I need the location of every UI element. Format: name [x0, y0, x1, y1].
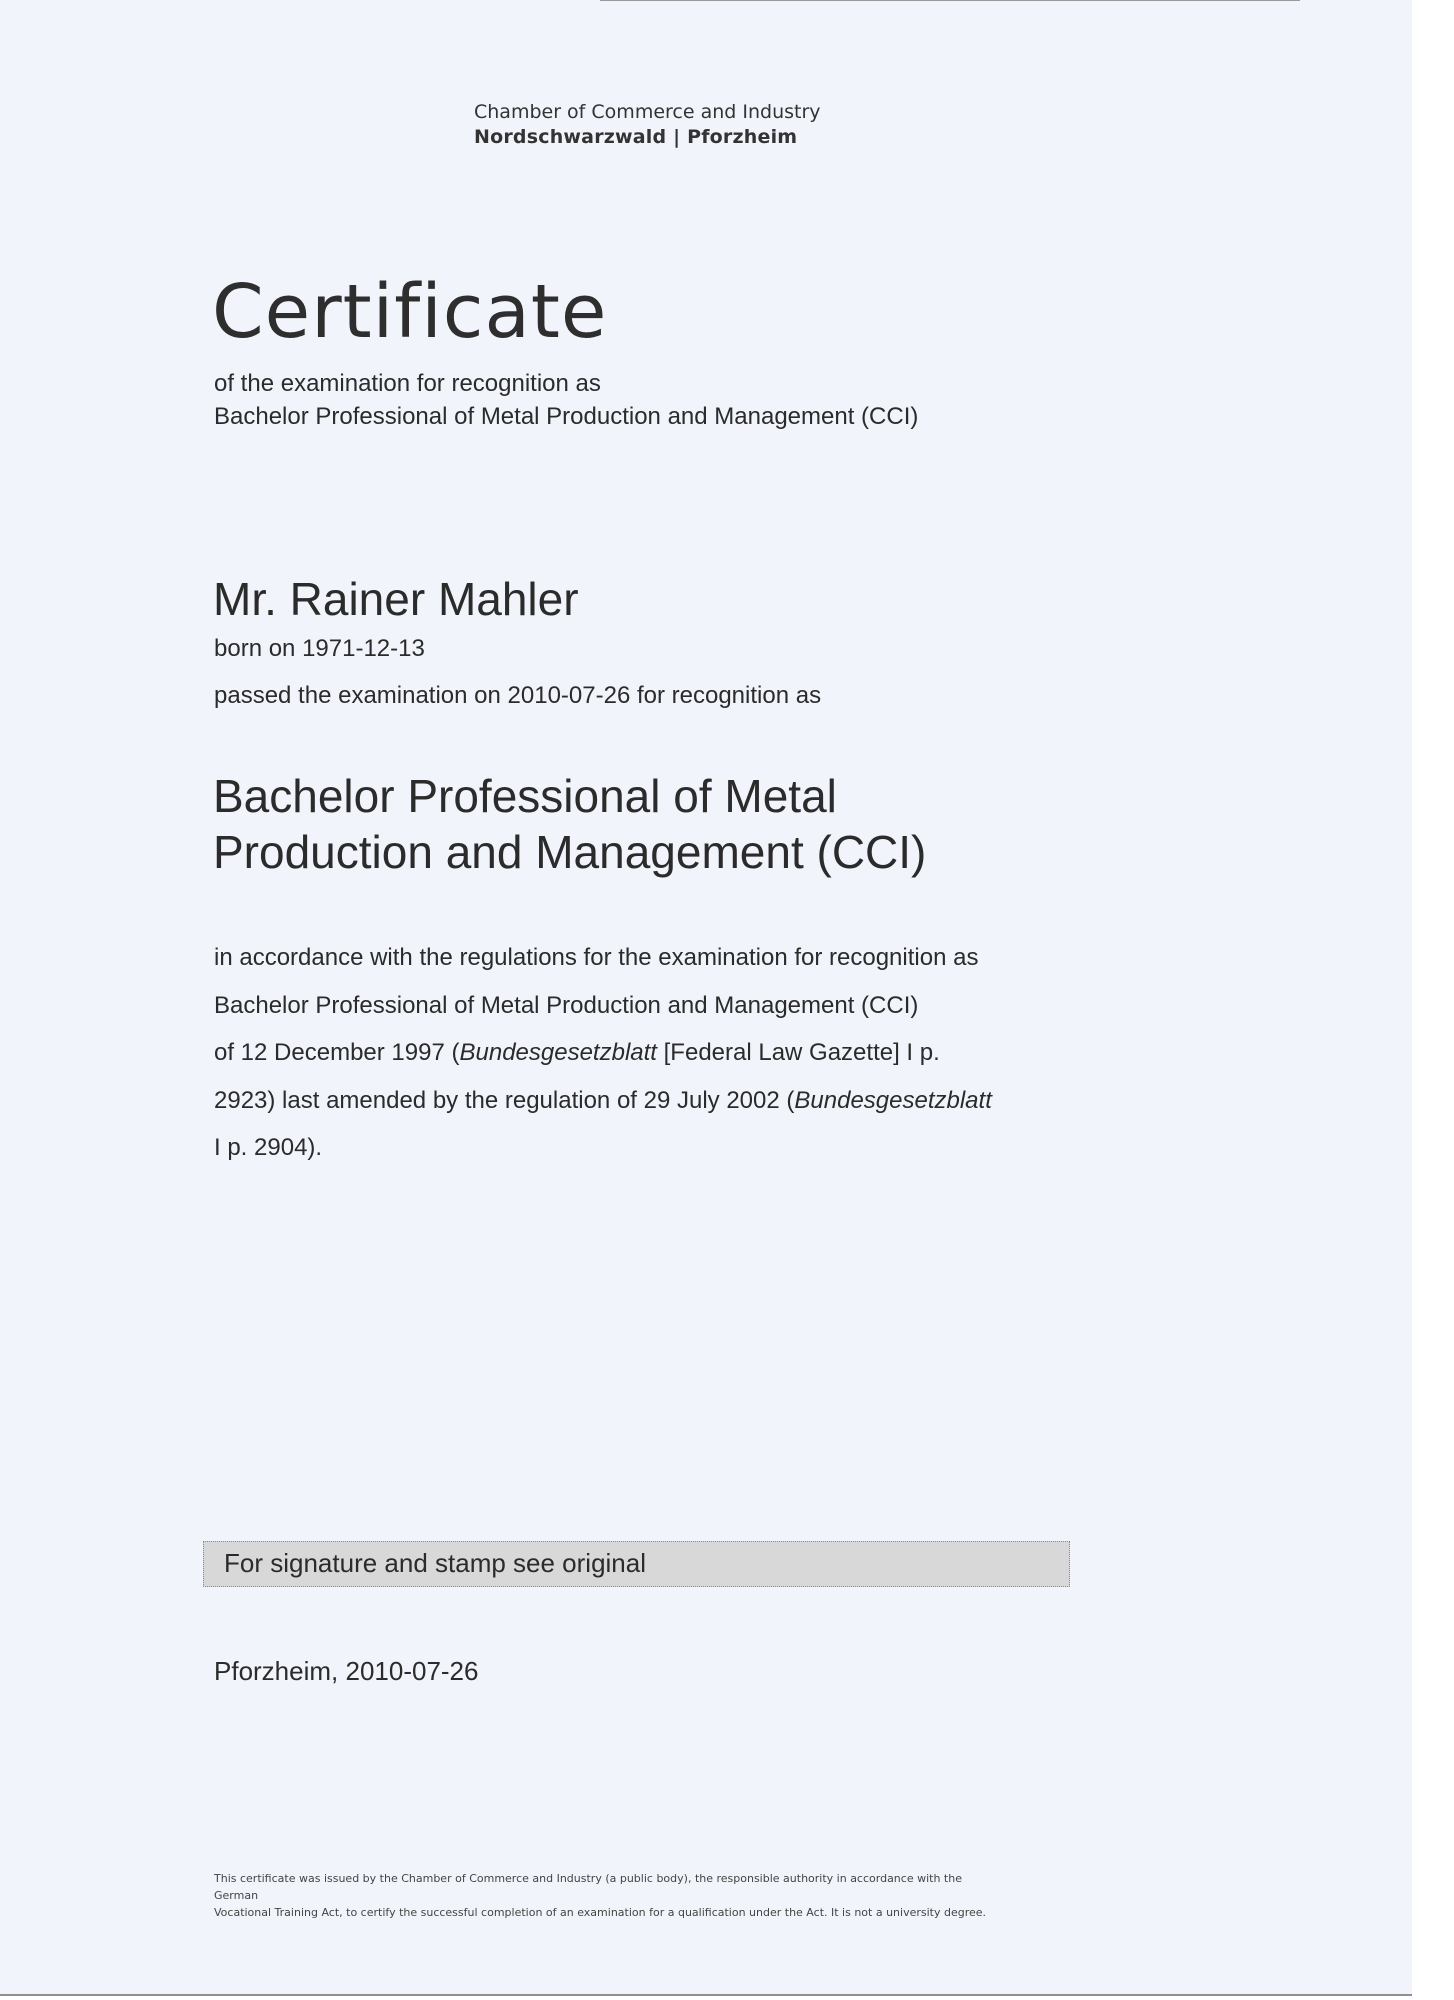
legal-footnote	[214, 1870, 1004, 1921]
regulation-line-4-a: 2923) last amended by the regulation of 29 July 2002 (	[214, 1086, 795, 1114]
subtitle-line-1: of the examination for recognition as	[214, 370, 601, 397]
regulation-text	[214, 934, 1094, 1172]
regulation-line-5: I p. 2904).	[214, 1134, 323, 1161]
regulation-line-2: Bachelor Professional of Metal Production and Management (CCI)	[214, 991, 919, 1019]
certificate-title: Certificate	[212, 269, 608, 355]
certificate-subtitle	[214, 367, 918, 433]
issuer-name: Chamber of Commerce and Industry	[474, 101, 821, 123]
regulation-line-3-a: of 12 December 1997 (	[214, 1039, 460, 1066]
gazette-name-1: Bundesgesetzblatt	[459, 1039, 657, 1066]
regulation-line-4	[214, 1077, 1094, 1125]
signature-stamp-placeholder	[203, 1541, 1070, 1587]
exam-passed-statement: passed the examination on 2010-07-26 for recognition as	[214, 682, 822, 709]
gazette-name-2: Bundesgesetzblatt	[794, 1086, 992, 1114]
recipient-name: Mr. Rainer Mahler	[213, 573, 579, 625]
scan-margin-right	[1412, 0, 1454, 2000]
subtitle-line-2: Bachelor Professional of Metal Production and Management (CCI)	[214, 403, 919, 430]
scan-edge-bottom	[0, 1994, 1412, 1996]
regulation-line-1: in accordance with the regulations for the examination for recognition as	[214, 944, 979, 971]
degree-title	[213, 768, 926, 880]
issuer-header	[474, 100, 821, 150]
footnote-line-1: This certificate was issued by the Chamber of Commerce and Industry (a public body), the responsible authority in accordance with the German	[214, 1872, 962, 1902]
regulation-line-3-c: [Federal Law Gazette] I p.	[656, 1039, 940, 1066]
place-and-date: Pforzheim, 2010-07-26	[214, 1656, 479, 1686]
degree-line-2: Production and Management (CCI)	[213, 826, 927, 878]
degree-line-1: Bachelor Professional of Metal	[213, 770, 837, 822]
regulation-line-3	[214, 1029, 1094, 1077]
recipient-birth-date: born on 1971-12-13	[214, 635, 425, 662]
signature-stamp-note: For signature and stamp see original	[224, 1548, 647, 1578]
scan-edge-top	[600, 0, 1300, 1]
footnote-line-2: Vocational Training Act, to certify the successful completion of an examination for a qualification under the Act. It is not a university degree.	[214, 1906, 987, 1919]
issuer-location: Nordschwarzwald | Pforzheim	[474, 126, 798, 148]
